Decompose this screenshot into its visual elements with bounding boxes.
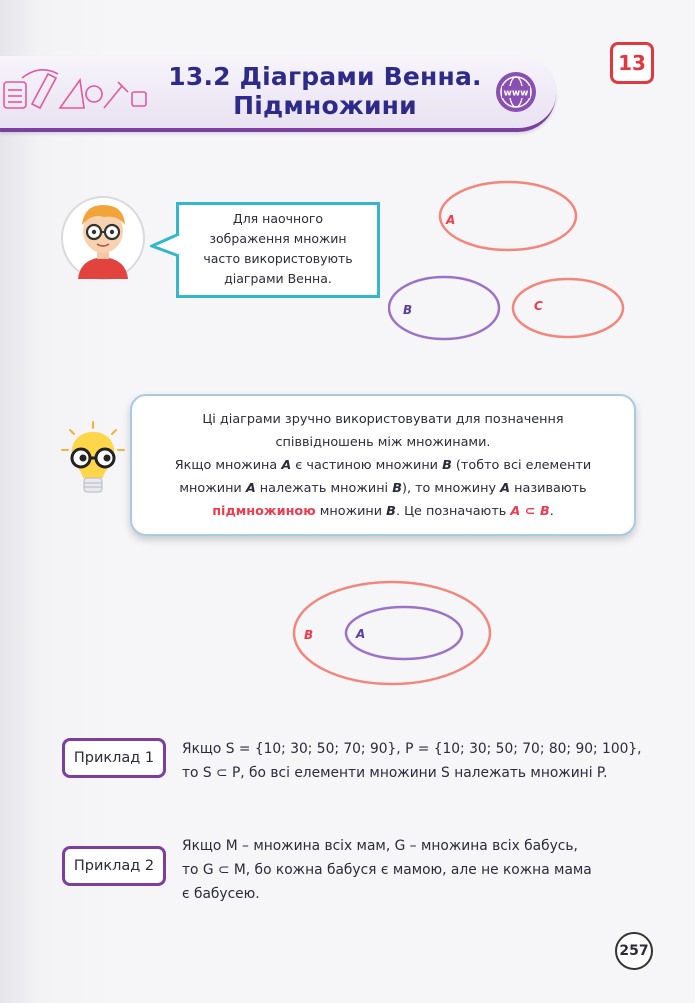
set-a-ellipse: [440, 182, 576, 250]
set-a-inner-label: A: [356, 627, 366, 641]
lightbulb-icon: [60, 420, 126, 502]
speech-text: Для наочного зображення множин часто використовують діаграми Венна.: [203, 211, 353, 286]
set-b-outer-ellipse: [294, 582, 490, 684]
set-c-ellipse: [513, 279, 623, 337]
definition-text: Ці діаграми зручно використовувати для позначення співвідношень між множинами. Якщо множина A є частиною множини B (тобто всі елементи множини A належать множині B), то множину A називають підмножиною множини B. Це позначають A ⊂ B.: [174, 412, 592, 519]
example-2-text: Якщо M – множина всіх мам, G – множина всіх бабусь, то G ⊂ M, бо кожна бабуся є мамою, але не кожна мама є бабусею.: [182, 838, 592, 902]
example-1-text: Якщо S = {10; 30; 50; 70; 90}, P = {10; 30; 50; 70; 80; 90; 100}, то S ⊂ P, бо всі елементи множини S належать множині P.: [182, 741, 642, 781]
set-c-label: C: [534, 299, 543, 313]
venn-three-sets: [388, 174, 638, 344]
subset-term: підмножиною: [212, 504, 316, 519]
boy-avatar-icon: [60, 195, 146, 281]
chapter-badge: 13: [610, 42, 654, 84]
globe-icon: [494, 70, 538, 114]
set-b-label: B: [403, 303, 413, 317]
subset-formula: A ⊂ B: [510, 504, 550, 519]
school-supplies-icon: [0, 64, 160, 124]
set-b-outer-label: B: [304, 628, 314, 642]
example-1-badge: Приклад 1: [62, 738, 166, 778]
example-2-badge: Приклад 2: [62, 846, 166, 886]
venn-subset-diagram: [290, 578, 496, 688]
page-number: 257: [615, 932, 653, 970]
set-a-label: A: [446, 213, 456, 227]
page-title: 13.2 Діаграми Венна. Підмножини: [168, 62, 482, 120]
www-label: www: [503, 88, 529, 99]
